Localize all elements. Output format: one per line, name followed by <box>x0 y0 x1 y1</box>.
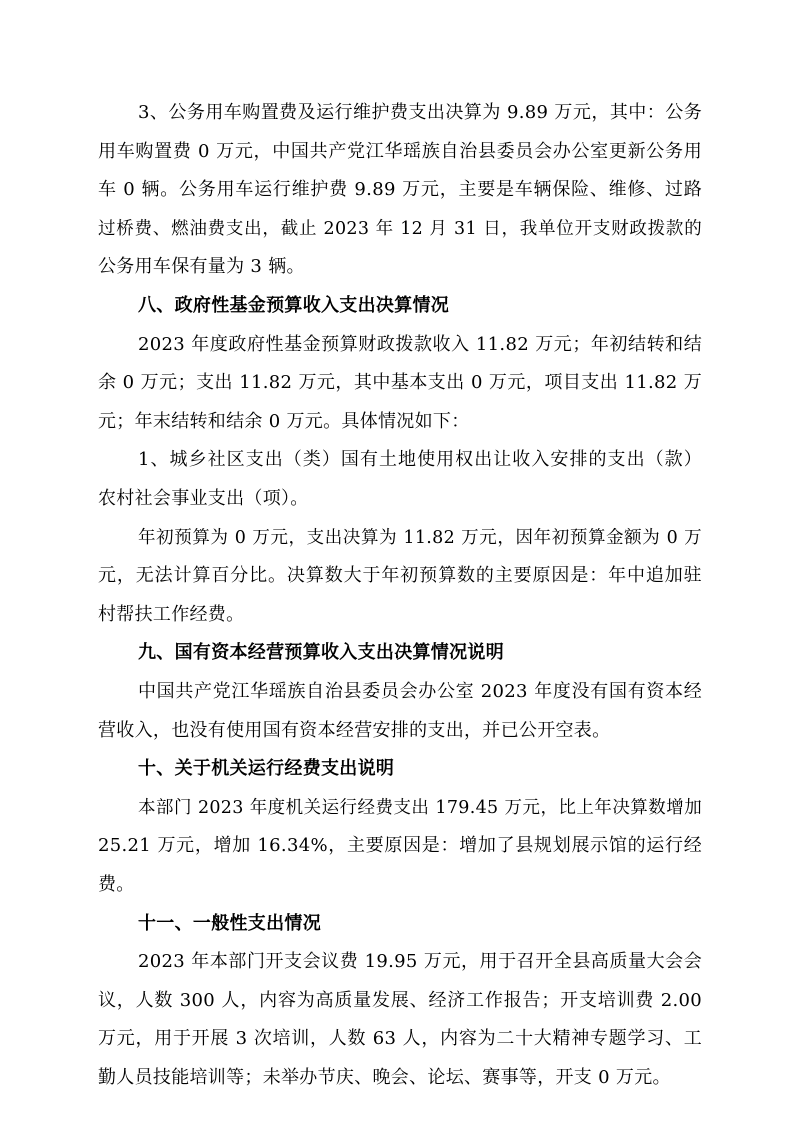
paragraph-line: 过桥费、燃油费支出，截止 2023 年 12 月 31 日，我单位开支财政拨款的 <box>98 218 702 239</box>
section-heading: 十一、一般性支出情况 <box>138 912 321 934</box>
paragraph-line: 村帮扶工作经费。 <box>98 603 245 625</box>
paragraph-line: 3、公务用车购置费及运行维护费支出决算为 9.89 万元，其中：公务 <box>138 102 702 123</box>
paragraph-line: 1、城乡社区支出（类）国有土地使用权出让收入安排的支出（款） <box>138 449 702 471</box>
paragraph-line: 余 0 万元；支出 11.82 万元，其中基本支出 0 万元，项目支出 11.82 万 <box>98 372 702 394</box>
paragraph-line: 用车购置费 0 万元，中国共产党江华瑶族自治县委员会办公室更新公务用 <box>98 140 702 162</box>
paragraph-line: 本部门 2023 年度机关运行经费支出 179.45 万元，比上年决算数增加 <box>138 797 702 818</box>
paragraph-line: 中国共产党江华瑶族自治县委员会办公室 2023 年度没有国有资本经 <box>138 681 702 702</box>
paragraph-line: 公务用车保有量为 3 辆。 <box>98 256 305 278</box>
paragraph-line: 元；年末结转和结余 0 万元。具体情况如下： <box>98 410 470 432</box>
paragraph-line: 万元，用于开展 3 次培训，人数 63 人，内容为二十大精神专题学习、工 <box>98 1028 702 1050</box>
paragraph-line: 2023 年度政府性基金预算财政拨款收入 11.82 万元；年初结转和结 <box>138 333 702 355</box>
paragraph-line: 费。 <box>98 874 135 895</box>
section-heading: 八、政府性基金预算收入支出决算情况 <box>138 295 450 316</box>
paragraph-line: 议，人数 300 人，内容为高质量发展、经济工作报告；开支培训费 2.00 <box>98 989 702 1011</box>
section-heading: 十、关于机关运行经费支出说明 <box>138 758 395 780</box>
paragraph-line: 2023 年本部门开支会议费 19.95 万元，用于召开全县高质量大会会 <box>138 951 702 973</box>
paragraph-line: 元，无法计算百分比。决算数大于年初预算数的主要原因是：年中追加驻 <box>98 565 702 587</box>
paragraph-line: 车 0 辆。公务用车运行维护费 9.89 万元，主要是车辆保险、维修、过路 <box>98 179 702 201</box>
paragraph-line: 勤人员技能培训等；未举办节庆、晚会、论坛、赛事等，开支 0 万元。 <box>98 1067 671 1088</box>
paragraph-line: 营收入，也没有使用国有资本经营安排的支出，并已公开空表。 <box>98 719 611 741</box>
paragraph-line: 年初预算为 0 万元，支出决算为 11.82 万元，因年初预算金额为 0 万 <box>138 527 702 548</box>
paragraph-line: 农村社会事业支出（项）。 <box>98 488 309 509</box>
paragraph-line: 25.21 万元，增加 16.34%，主要原因是：增加了县规划展示馆的运行经 <box>98 835 702 857</box>
section-heading: 九、国有资本经营预算收入支出决算情况说明 <box>138 642 504 664</box>
